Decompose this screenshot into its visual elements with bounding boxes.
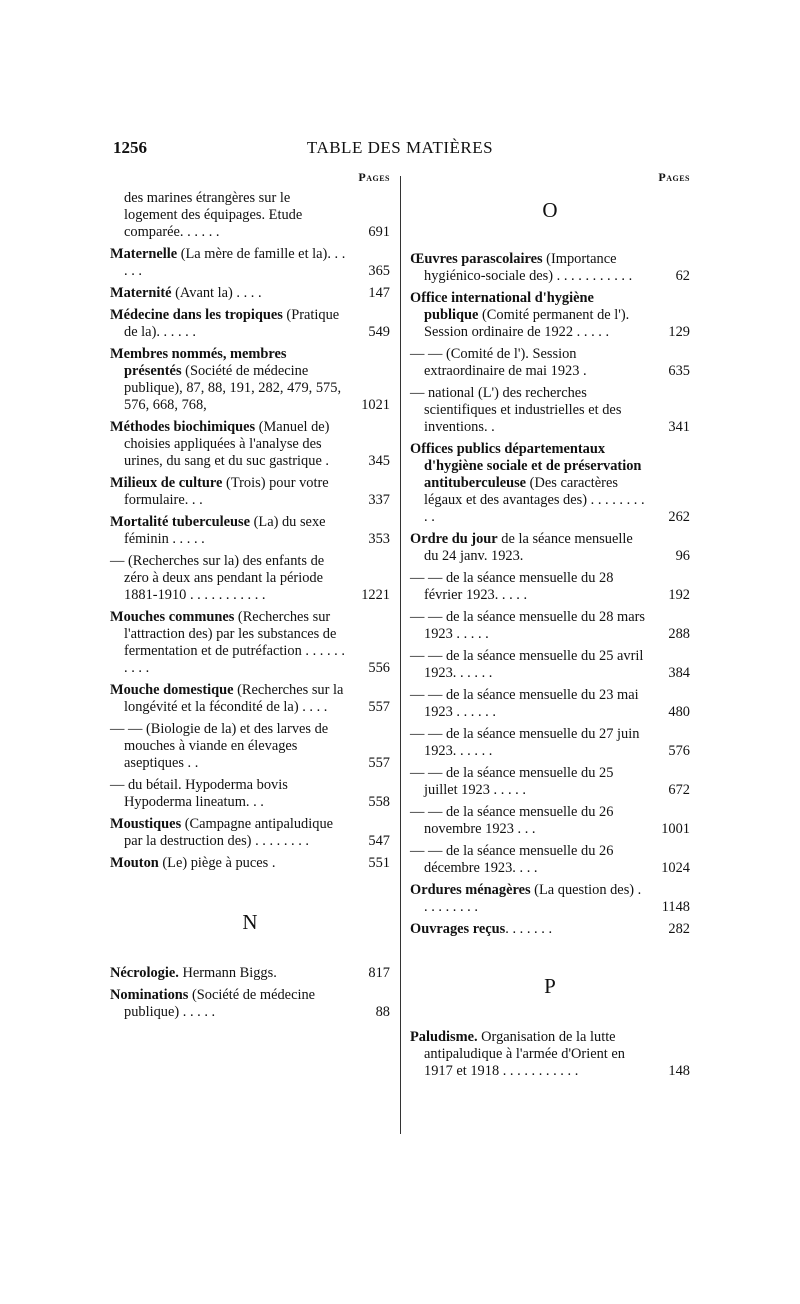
entry-text: — national (L') des recherches scientifiques et industrielles et des inventions. . <box>410 385 622 435</box>
entry-page: 353 <box>368 531 390 547</box>
section-letter-n: N <box>242 910 258 934</box>
index-entry <box>110 346 390 414</box>
entry-page: 1024 <box>661 860 690 876</box>
index-entry <box>110 721 390 772</box>
index-entry <box>410 570 690 604</box>
entry-heading: Mortalité tuberculeuse <box>110 514 251 530</box>
entry-heading: Ouvrages reçus <box>410 921 506 937</box>
entry-page: 62 <box>675 268 690 284</box>
entry-text: (Comité permanent de l'). Session ordinaire de 1922 . . . . . <box>424 307 630 340</box>
index-entry <box>410 441 690 526</box>
index-entry <box>110 190 390 241</box>
index-entry <box>110 307 390 341</box>
entry-page: 341 <box>668 419 690 435</box>
entry-text: — — de la séance mensuelle du 23 mai 1923 . . . . . . <box>410 687 639 720</box>
section-letter-o: O <box>542 198 558 222</box>
index-entry <box>410 882 690 916</box>
entry-text: Hermann Biggs. <box>178 965 277 981</box>
entry-page: 345 <box>368 453 390 469</box>
entry-text: (Des caractères légaux et des avantages des) . . . . . . . . . . <box>424 475 645 525</box>
index-entry <box>410 290 690 341</box>
entry-text: (Recherches sur la longévité et la fécondité de la) . . . . <box>124 682 344 715</box>
entry-text: — — (Biologie de la) et des larves de mouches à viande en élevages aseptiques . . <box>110 721 329 771</box>
entry-heading: Moustiques <box>110 816 182 832</box>
entry-text: — — de la séance mensuelle du 25 juillet 1923 . . . . . <box>410 765 614 798</box>
entry-heading: Membres nommés, membres présentés <box>110 346 287 379</box>
page-header <box>0 138 800 162</box>
entry-heading: Offices publics départementaux d'hygiène sociale et de préservation antituberculeuse <box>410 441 642 491</box>
index-entry <box>410 531 690 565</box>
index-entry <box>410 921 690 938</box>
index-entry <box>110 246 390 280</box>
index-entry <box>410 1029 690 1080</box>
entry-page: 1148 <box>661 899 690 915</box>
index-entry <box>110 514 390 548</box>
entry-text: — — de la séance mensuelle du 27 juin 1923. . . . . . <box>410 726 640 759</box>
entry-text: (Importance hygiénico-sociale des) . . . . . . . . . . . <box>424 251 633 284</box>
left-column <box>110 170 390 1026</box>
index-entry <box>110 816 390 850</box>
pages-label: Pages <box>358 170 390 184</box>
entry-page: 384 <box>668 665 690 681</box>
entry-page: 1021 <box>361 397 390 413</box>
index-entry <box>110 682 390 716</box>
entry-page: 556 <box>368 660 390 676</box>
entry-page: 192 <box>668 587 690 603</box>
entry-heading: Méthodes biochimiques <box>110 419 256 435</box>
index-entry <box>110 419 390 470</box>
entry-text: (La mère de famille et la). . . . . . <box>124 246 346 279</box>
entry-heading: Milieux de culture <box>110 475 223 491</box>
entry-text: (La question des) . . . . . . . . . <box>424 882 642 915</box>
entry-text: (Pratique de la). . . . . . <box>124 307 340 340</box>
index-entry <box>110 855 390 872</box>
index-entry <box>110 965 390 982</box>
entry-heading: Mouton <box>110 855 159 871</box>
entry-page: 672 <box>668 782 690 798</box>
entry-page: 691 <box>368 224 390 240</box>
entry-heading: Nominations <box>110 987 189 1003</box>
entry-page: 547 <box>368 833 390 849</box>
entry-text: (Avant la) . . . . <box>171 285 262 301</box>
entry-heading: Ordures ménagères <box>410 882 531 898</box>
entry-page: 817 <box>368 965 390 981</box>
entry-text: (Manuel de) choisies appliquées à l'analyse des urines, du sang et du suc gastrique . <box>124 419 330 469</box>
entry-heading: Ordre du jour <box>410 531 498 547</box>
entry-page: 129 <box>668 324 690 340</box>
entry-text: (La) du sexe féminin . . . . . <box>124 514 326 547</box>
entry-page: 558 <box>368 794 390 810</box>
entry-heading: Nécrologie. <box>110 965 179 981</box>
left-top-entries <box>110 190 390 872</box>
entry-page: 147 <box>368 285 390 301</box>
entry-text: (Campagne antipaludique par la destruction des) . . . . . . . . <box>124 816 334 849</box>
index-entry <box>410 765 690 799</box>
entry-page: 557 <box>368 699 390 715</box>
entry-text: — — de la séance mensuelle du 26 décembre 1923. . . . <box>410 843 614 876</box>
entry-heading: Mouches communes <box>110 609 235 625</box>
entry-page: 262 <box>668 509 690 525</box>
index-entry <box>110 777 390 811</box>
entry-page: 551 <box>368 855 390 871</box>
index-entry <box>110 987 390 1021</box>
right-top-entries <box>410 251 690 938</box>
index-entry <box>110 553 390 604</box>
entry-page: 480 <box>668 704 690 720</box>
index-entry <box>110 609 390 677</box>
entry-heading: Paludisme. <box>410 1029 478 1045</box>
pages-label: Pages <box>658 170 690 184</box>
page-number: 1256 <box>113 138 147 157</box>
entry-page: 288 <box>668 626 690 642</box>
index-entry <box>110 475 390 509</box>
left-bottom-entries <box>110 965 390 1021</box>
index-entry <box>410 726 690 760</box>
index-entry <box>410 804 690 838</box>
index-entry <box>410 609 690 643</box>
entry-text: (Société de médecine publique) . . . . . <box>124 987 316 1020</box>
entry-heading: Maternité <box>110 285 172 301</box>
entry-page: 1001 <box>661 821 690 837</box>
index-entry <box>410 843 690 877</box>
entry-heading: Maternelle <box>110 246 178 262</box>
entry-page: 557 <box>368 755 390 771</box>
entry-text: — du bétail. Hypoderma bovis Hypoderma lineatum. . . <box>110 777 288 810</box>
entry-text: . . . . . . . <box>505 921 553 937</box>
entry-page: 148 <box>668 1063 690 1079</box>
entry-text: des marines étrangères sur le logement des équipages. Etude comparée. . . . . . <box>124 190 303 240</box>
right-column <box>410 170 690 1085</box>
entry-heading: Médecine dans les tropiques <box>110 307 283 323</box>
entry-heading: Mouche domestique <box>110 682 234 698</box>
entry-text: (Recherches sur l'attraction des) par les substances de fermentation et de putréfaction . . . . . . . . . . <box>124 609 345 676</box>
entry-page: 282 <box>668 921 690 937</box>
column-divider <box>400 176 401 1134</box>
entry-page: 88 <box>375 1004 390 1020</box>
entry-text: (Trois) pour votre formulaire. . . <box>124 475 329 508</box>
entry-page: 1221 <box>361 587 390 603</box>
entry-text: — — de la séance mensuelle du 28 février 1923. . . . . <box>410 570 614 603</box>
entry-heading: Office international d'hygiène publique <box>410 290 594 323</box>
index-entry <box>410 346 690 380</box>
entry-page: 337 <box>368 492 390 508</box>
section-letter-p: P <box>544 974 556 998</box>
entry-text: — — (Comité de l'). Session extraordinaire de mai 1923 . <box>410 346 587 379</box>
entry-text: (Le) piège à puces . <box>158 855 276 871</box>
entry-page: 635 <box>668 363 690 379</box>
entry-page: 576 <box>668 743 690 759</box>
entry-text: — (Recherches sur la) des enfants de zéro à deux ans pendant la période 1881-1910 . . . . . . . . . . . <box>110 553 325 603</box>
entry-text: — — de la séance mensuelle du 26 novembre 1923 . . . <box>410 804 614 837</box>
entry-text: (Société de médecine publique), 87, 88, 191, 282, 479, 575, 576, 668, 768, <box>124 363 342 413</box>
right-bottom-entries <box>410 1029 690 1080</box>
entry-page: 365 <box>368 263 390 279</box>
index-entry <box>410 687 690 721</box>
entry-text: — — de la séance mensuelle du 28 mars 1923 . . . . . <box>410 609 645 642</box>
index-entry <box>410 385 690 436</box>
index-entry <box>110 285 390 302</box>
index-entry <box>410 251 690 285</box>
index-entry <box>410 648 690 682</box>
running-title: TABLE DES MATIÈRES <box>306 138 494 157</box>
entry-text: — — de la séance mensuelle du 25 avril 1923. . . . . . <box>410 648 644 681</box>
entry-page: 549 <box>368 324 390 340</box>
entry-text: Organisation de la lutte antipaludique à l'armée d'Orient en 1917 et 1918 . . . . . . . . . . . <box>424 1029 625 1079</box>
entry-heading: Œuvres parascolaires <box>410 251 543 267</box>
entry-page: 96 <box>675 548 690 564</box>
entry-text: de la séance mensuelle du 24 janv. 1923. <box>424 531 633 564</box>
